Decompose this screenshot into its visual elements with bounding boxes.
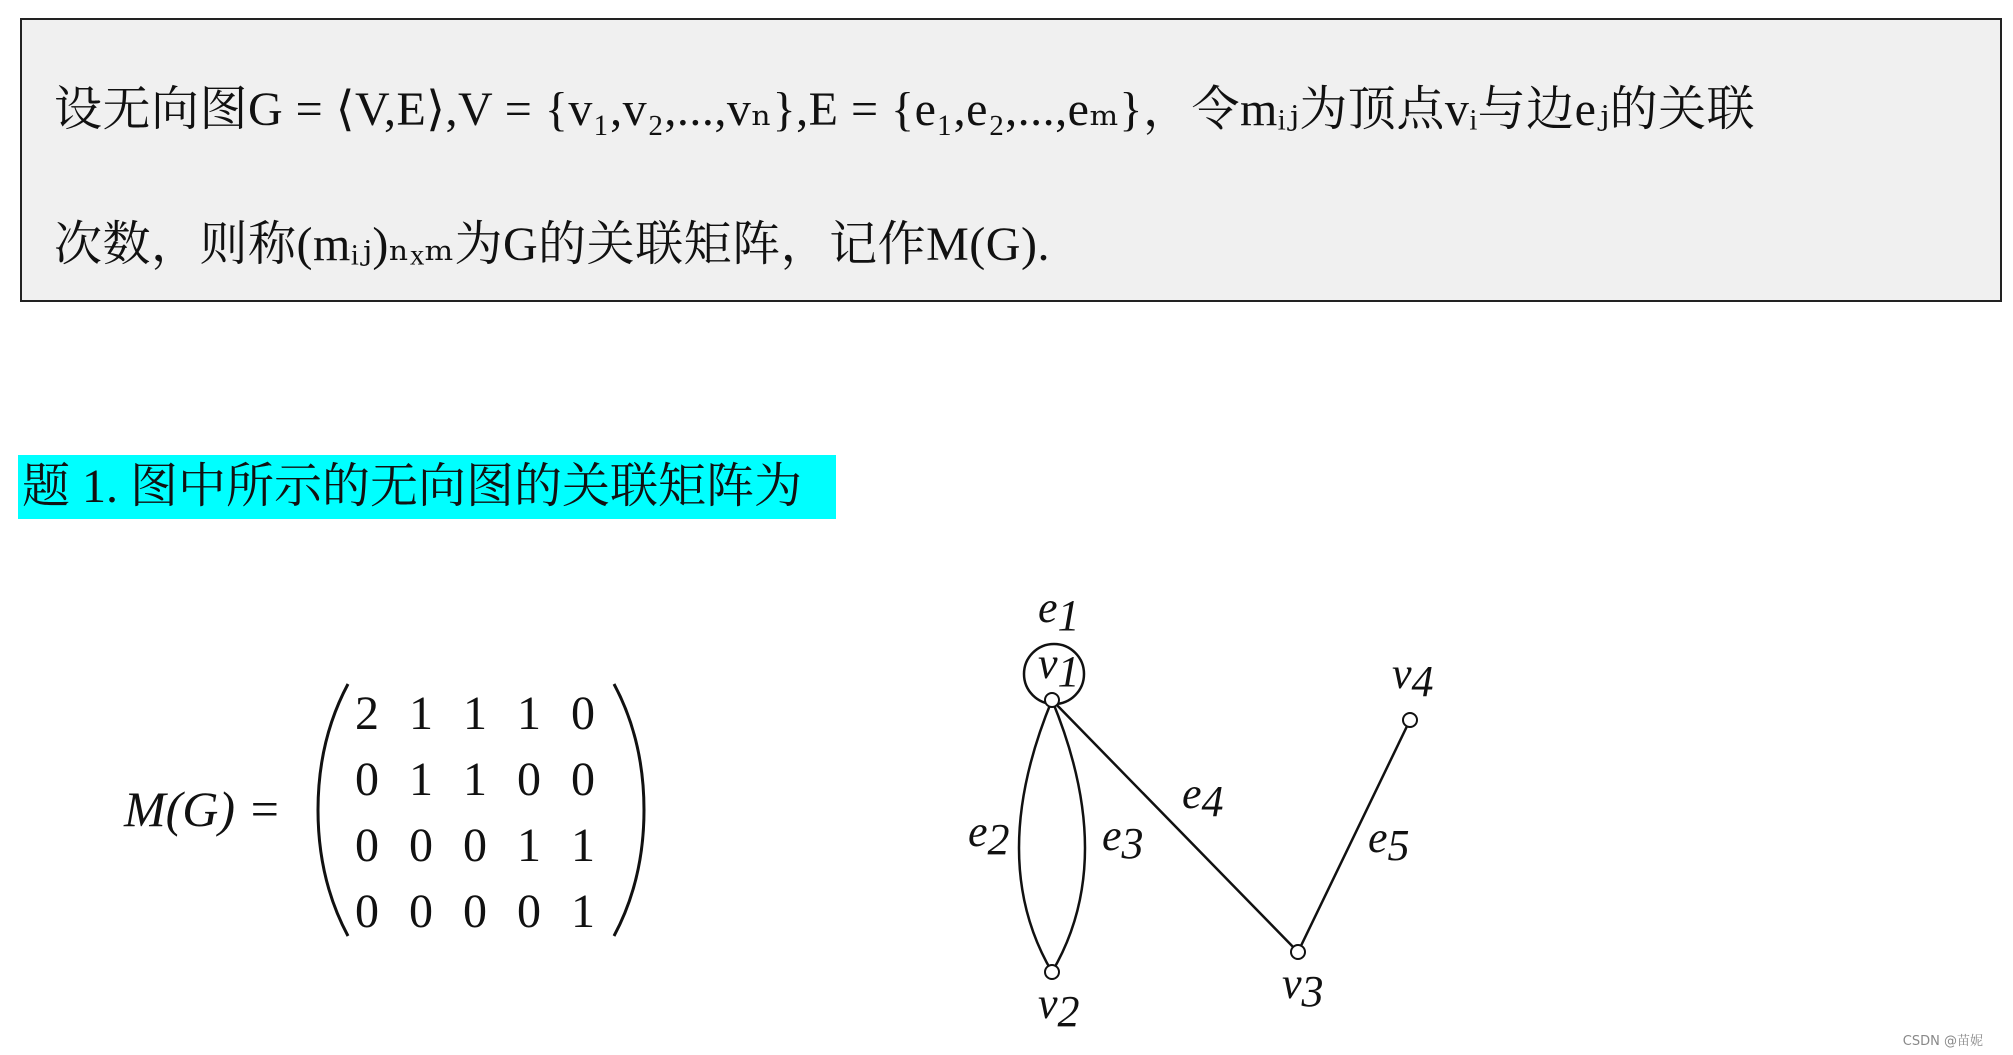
edge-label-e5: e5 bbox=[1368, 813, 1410, 870]
edge-e4-line bbox=[1052, 700, 1298, 952]
incidence-matrix bbox=[120, 680, 660, 940]
question-title: 题 1. 图中所示的无向图的关联矩阵为 bbox=[18, 455, 836, 519]
matrix-cell: 1 bbox=[517, 686, 541, 740]
matrix-cell: 0 bbox=[355, 752, 379, 806]
vertex-label-v1: v1 bbox=[1038, 639, 1080, 696]
vertex-label-v3: v3 bbox=[1282, 959, 1324, 1016]
matrix-cell: 0 bbox=[571, 752, 595, 806]
matrix-cell: 0 bbox=[463, 818, 487, 872]
matrix-grid bbox=[340, 680, 610, 940]
matrix-cell: 2 bbox=[355, 686, 379, 740]
matrix-cell: 1 bbox=[409, 686, 433, 740]
matrix-cell: 0 bbox=[409, 884, 433, 938]
vertex-label-v4: v4 bbox=[1392, 649, 1434, 706]
vertex-v2 bbox=[1045, 965, 1059, 979]
vertex-label-v2: v2 bbox=[1038, 979, 1080, 1036]
edge-label-e3: e3 bbox=[1102, 811, 1144, 868]
definition-line-2: 次数，则称(mᵢⱼ)ₙₓₘ为G的关联矩阵，记作M(G). bbox=[54, 218, 1050, 271]
matrix-cell: 1 bbox=[463, 686, 487, 740]
undirected-graph bbox=[940, 570, 1500, 1040]
definition-line-1: 设无向图G = ⟨V,E⟩,V = {v₁,v₂,...,vₙ},E = {e₁,e₂,...,eₘ}，令mᵢⱼ为顶点vᵢ与边eⱼ的关联 bbox=[54, 83, 1756, 136]
edge-label-e4: e4 bbox=[1182, 769, 1224, 826]
matrix-cell: 0 bbox=[571, 686, 595, 740]
vertex-v4 bbox=[1403, 713, 1417, 727]
matrix-cell: 0 bbox=[355, 884, 379, 938]
matrix-cell: 1 bbox=[517, 818, 541, 872]
matrix-cell: 0 bbox=[517, 752, 541, 806]
matrix-cell: 0 bbox=[355, 818, 379, 872]
matrix-cell: 1 bbox=[571, 884, 595, 938]
matrix-cell: 1 bbox=[571, 818, 595, 872]
matrix-right-paren bbox=[610, 680, 650, 940]
edge-e3-arc bbox=[1052, 700, 1085, 972]
vertex-v3 bbox=[1291, 945, 1305, 959]
matrix-cell: 1 bbox=[409, 752, 433, 806]
matrix-cell: 0 bbox=[409, 818, 433, 872]
matrix-label: M(G) = bbox=[124, 781, 282, 837]
matrix-cell: 0 bbox=[463, 884, 487, 938]
edge-e2-arc bbox=[1019, 700, 1052, 972]
definition-box bbox=[20, 18, 2002, 302]
matrix-cell: 0 bbox=[517, 884, 541, 938]
edge-label-e2: e2 bbox=[968, 807, 1010, 864]
matrix-cell: 1 bbox=[463, 752, 487, 806]
watermark: CSDN @苗妮 bbox=[1902, 1034, 1983, 1049]
edge-label-e1: e1 bbox=[1038, 583, 1080, 640]
